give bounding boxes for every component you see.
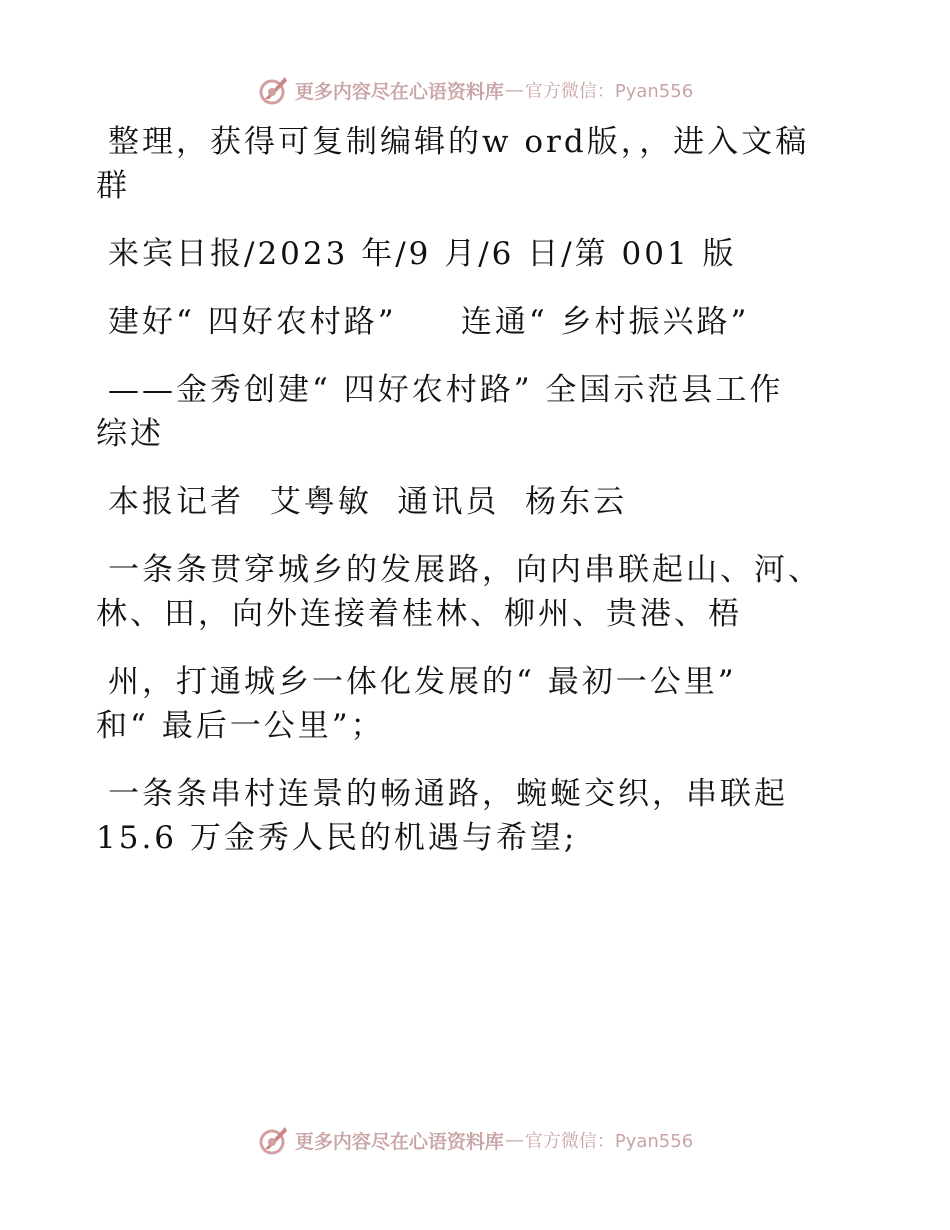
watermark-title: 更多内容尽在心语资料库: [294, 80, 504, 103]
watermark-contact: 官方微信：Pyan556: [524, 81, 694, 102]
quill-logo-icon: [257, 73, 291, 107]
paragraph-intro: [96, 120, 836, 208]
body-paragraph: [96, 548, 836, 636]
text-line: 群: [96, 168, 130, 204]
header-watermark: [0, 70, 950, 110]
watermark-separator: —: [504, 79, 524, 101]
text-line: 整理，获得可复制编辑的w ord版，，进入文稿: [108, 124, 810, 160]
text-line: 综述: [96, 416, 164, 452]
text-line: 建好“ 四好农村路” 连通“ 乡村振兴路”: [108, 304, 750, 340]
article-subheadline: [96, 368, 836, 456]
watermark-title: 更多内容尽在心语资料库: [294, 1130, 504, 1153]
watermark-separator: —: [504, 1129, 524, 1151]
text-line: 本报记者 艾粤敏 通讯员 杨东云: [108, 484, 628, 520]
text-line: 州，打通城乡一体化发展的“ 最初一公里”: [108, 664, 737, 700]
article-headline: [96, 300, 836, 344]
body-paragraph: [96, 660, 836, 748]
text-line: ——金秀创建“ 四好农村路” 全国示范县工作: [108, 372, 784, 408]
text-line: 一条条贯穿城乡的发展路，向内串联起山、河、: [108, 552, 822, 588]
paragraph-dateline: [96, 232, 836, 276]
article-byline: [96, 480, 836, 524]
footer-watermark: [0, 1120, 950, 1160]
quill-logo-icon: [257, 1123, 291, 1157]
text-line: 来宾日报/2023 年/9 月/6 日/第 001 版: [108, 236, 737, 272]
body-paragraph: [96, 772, 836, 860]
text-line: 和“ 最后一公里”；: [96, 708, 385, 744]
document-body: [96, 120, 836, 884]
watermark-contact: 官方微信：Pyan556: [524, 1131, 694, 1152]
text-line: 一条条串村连景的畅通路，蜿蜒交织，串联起: [108, 776, 788, 812]
text-line: 林、田，向外连接着桂林、柳州、贵港、梧: [96, 596, 742, 632]
text-line: 15.6 万金秀人民的机遇与希望;: [96, 820, 578, 856]
